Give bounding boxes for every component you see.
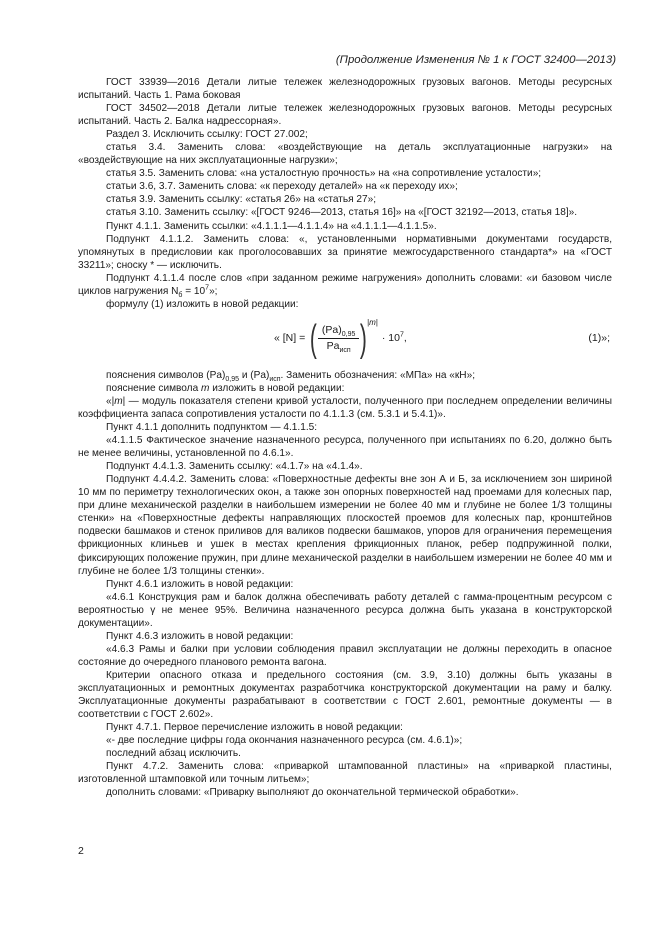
paragraph-10: Подпункт 4.1.1.2. Заменить слова: «, установленными нормативными документами государств, упомянутых в предисловии как проголосовавших за принятие межгосударственного стандарта*» на «ГОСТ 33211»; сноску * — исключить.	[78, 233, 612, 271]
paragraph-20: «4.6.3 Рамы и балки при условии соблюдения правил эксплуатации не должны переходить в опасное состояние до очередного планового ремонта вагона.	[78, 643, 612, 668]
paragraph-25: Пункт 4.7.2. Заменить слова: «приваркой штампованной пластины» на «приваркой пластины, изготовленной штамповкой или точным литьем»;	[78, 761, 612, 786]
paragraph-19: Пункт 4.6.3 изложить в новой редакции:	[106, 630, 294, 642]
symbols-explanation: пояснения символов $(Pa)_{0,95}$ и $(Pa)_{исп}$. Заменить обозначения: «МПа» на «кН»;	[106, 369, 476, 383]
p11-end: »;	[209, 285, 218, 297]
p11-text: Подпункт 4.1.1.4 после слов «при заданном режиме нагружения» дополнить словами: «и базовом числе циклов нагружения N	[78, 272, 612, 297]
paragraph-16: Подпункт 4.4.4.2. Заменить слова: «Поверхностные дефекты вне зон А и Б, за исключением зон шириной 10 мм по периметру технологических окон, а также зон опорных поверхностей над проемами для колесных пар, при длине механической разделки в наибольшем измерении не более 40 мм и глубине не более 1/3 толщины стенки» на «Поверхностные дефекты направляющих плоскостей проемов для колесных пар, кронштейнов подвески башмаков и стенок приливов для валиков подвески башмаков, упоров для ограничения перемещения фрикционных клиньев и ушек в местах крепления фрикционных планок, ребер подпружинной полки, фиксирующих положение пружин, при длине механической разделки в наибольшем измерении не более 40 мм и глубине не более 1/3 толщины стенки».	[78, 474, 613, 577]
paragraph-15: Подпункт 4.4.1.3. Заменить ссылку: «4.1.7» на «4.1.4».	[106, 461, 363, 473]
p11-tail: = 10	[182, 285, 206, 297]
paragraph-22: Пункт 4.7.1. Первое перечисление изложить в новой редакции:	[106, 722, 403, 734]
p11-sub: б	[178, 291, 183, 299]
paragraph-24: последний абзац исключить.	[106, 748, 241, 760]
formula-number: (1)»;	[588, 331, 610, 344]
paragraph-4: статья 3.4. Заменить слова: «воздействующие на деталь эксплуатационные нагрузки» на «воздействующие на них эксплуатационные нагрузки»;	[78, 142, 612, 167]
paragraph-23: «- две последние цифры года окончания назначенного ресурса (см. 4.6.1)»;	[106, 735, 463, 747]
paragraph-13: Пункт 4.1.1 дополнить подпунктом — 4.1.1.5:	[106, 422, 318, 434]
paragraph-6: статьи 3.6, 3.7. Заменить слова: «к переходу деталей» на «к переходу их»;	[106, 181, 458, 193]
m-definition: «|m| — модуль показателя степени кривой усталости, полученного при последнем определении величины коэффициента запаса сопротивления усталости по 4.1.1.3 (см. 5.3.1 и 5.4.1)».	[78, 395, 612, 420]
formula-tail: · $10^7$,	[381, 331, 407, 345]
m-explanation: пояснение символа m изложить в новой редакции:	[106, 382, 345, 394]
paragraph-1: ГОСТ 33939—2016 Детали литые тележек железнодорожных грузовых вагонов. Методы ресурсных испытаний. Часть 1. Рама боковая	[78, 77, 612, 102]
paragraph-7: статья 3.9. Заменить ссылку: «статья 26» на «статья 27»;	[106, 194, 377, 206]
formula-exponent: |m|	[367, 318, 378, 328]
page-header: (Продолжение Изменения № 1 к ГОСТ 32400—2013)	[335, 54, 616, 66]
paragraph-17: Пункт 4.6.1 изложить в новой редакции:	[106, 578, 294, 590]
paragraph-26: дополнить словами: «Приварку выполняют до окончательной термической обработки».	[106, 787, 519, 799]
paragraph-2: ГОСТ 34502—2018 Детали литые тележек железнодорожных грузовых вагонов. Методы ресурсных испытаний. Часть 2. Балка надрессорная».	[78, 103, 612, 128]
paragraph-3: Раздел 3. Исключить ссылку: ГОСТ 27.002;	[106, 129, 308, 141]
formula-numerator: $(Pa)_{0,95}$	[318, 324, 359, 339]
document-body	[78, 76, 612, 799]
paragraph-18: «4.6.1 Конструкция рам и балок должна обеспечивать работу деталей с гамма-процентным ресурсом с вероятностью γ не менее 95%. Величина назначенного ресурса должна быть указана в конструкторской документации».	[78, 591, 612, 629]
paragraph-9: Пункт 4.1.1. Заменить ссылки: «4.1.1.1—4.1.1.4» на «4.1.1.1—4.1.1.5».	[106, 220, 437, 232]
formula-1	[78, 313, 612, 365]
formula-denominator: $Pa_{исп}$	[326, 340, 351, 355]
paragraph-11	[78, 272, 612, 298]
paragraph-8: статья 3.10. Заменить ссылку: «[ГОСТ 9246—2013, статья 16]» на «[ГОСТ 32192—2013, статья 18]».	[106, 207, 578, 219]
formula-right-paren: )	[360, 317, 368, 360]
page-number: 2	[78, 845, 84, 857]
formula-lhs: « [N] =	[274, 332, 306, 345]
formula-left-paren: (	[310, 317, 318, 360]
paragraph-14: «4.1.1.5 Фактическое значение назначенного ресурса, полученного при испытаниях по 6.20, должно быть не менее величины, установленной по 4.6.1».	[78, 435, 612, 460]
formula-fraction	[318, 324, 359, 353]
paragraph-5: статья 3.5. Заменить слова: «на усталостную прочность» на «на сопротивление усталости»;	[106, 168, 542, 180]
paragraph-21: Критерии опасного отказа и предельного состояния (см. 3.9, 3.10) должны быть указаны в эксплуатационных и ремонтных документах разработчика конструкторской документации на раму и балку. Эксплуатационные документы разрабатывают в соответствии с ГОСТ 2.601, ремонтные документы — в соответствии с ГОСТ 2.602».	[78, 669, 612, 721]
p11-sup: 7	[205, 284, 210, 292]
paragraph-12: формулу (1) изложить в новой редакции:	[106, 298, 299, 310]
formula-expression	[274, 317, 407, 361]
